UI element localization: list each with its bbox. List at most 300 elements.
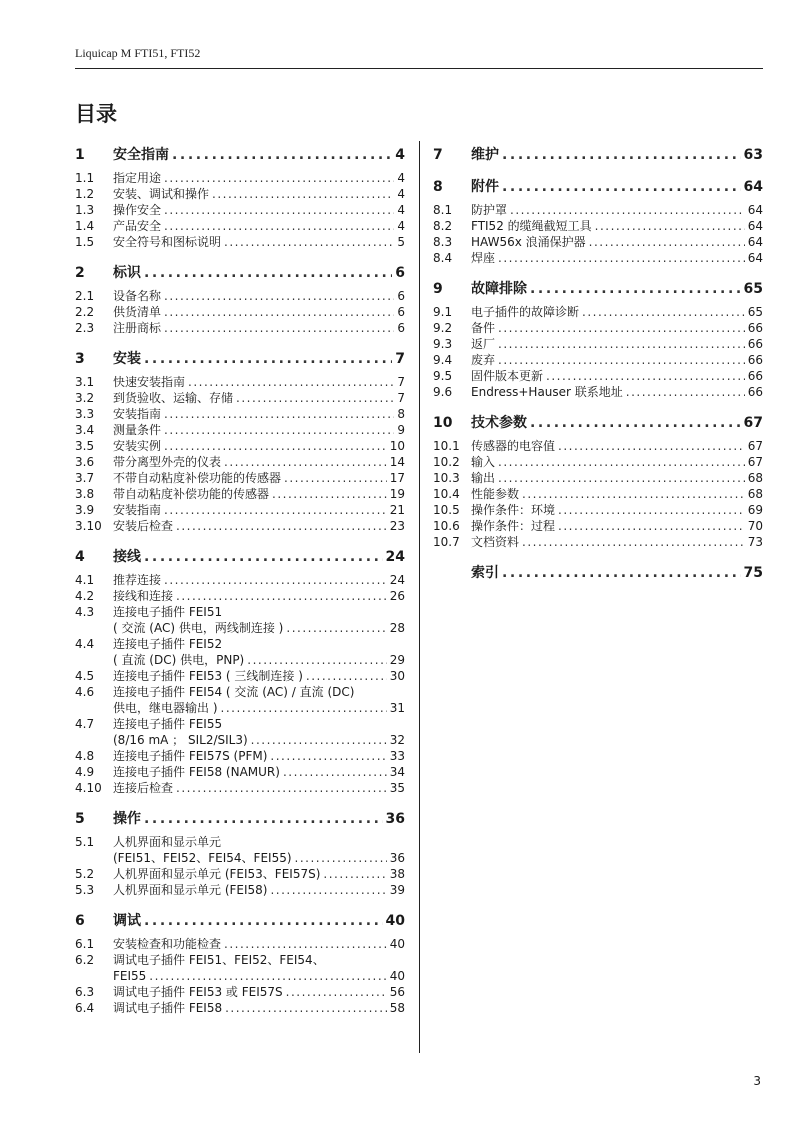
toc-entry[interactable]: [433, 202, 763, 218]
entry-body: [471, 234, 763, 250]
entry-body: [471, 486, 763, 502]
entry-body: [113, 470, 405, 486]
section-title: 附件: [471, 179, 499, 195]
entry-number: 10.4: [433, 487, 460, 501]
toc-entry[interactable]: [75, 502, 405, 518]
entry-title-row: [113, 984, 405, 1000]
entry-page-number: 4: [397, 203, 405, 217]
toc-entry[interactable]: [433, 384, 763, 400]
dot-leader: [176, 518, 387, 534]
toc-entry[interactable]: [75, 470, 405, 486]
dot-leader: [270, 748, 386, 764]
toc-entry[interactable]: [75, 1000, 405, 1016]
dot-leader: [164, 304, 394, 320]
entry-body: [113, 234, 405, 250]
dot-leader: [522, 486, 745, 502]
entry-title-row: [471, 384, 763, 400]
toc-section: [75, 912, 405, 1016]
dot-leader: [164, 406, 394, 422]
toc-entry[interactable]: [75, 748, 405, 764]
dot-leader: [251, 732, 387, 748]
dot-leader: [164, 422, 394, 438]
toc-entry[interactable]: [75, 588, 405, 604]
entry-title: 安装指南: [113, 407, 162, 421]
entry-page-number: 69: [747, 503, 763, 517]
entry-page-number: 67: [747, 455, 763, 469]
toc-entry[interactable]: [75, 170, 405, 186]
entry-title: 传感器的电容值: [471, 439, 556, 453]
section-title: 技术参数: [471, 415, 527, 431]
entry-number: 10.6: [433, 519, 460, 533]
entry-number: 3.1: [75, 375, 95, 389]
toc-section-entry[interactable]: [433, 178, 763, 196]
entry-number: 8.2: [433, 219, 453, 233]
entry-title: FEI55: [113, 969, 147, 983]
toc-entry[interactable]: [75, 438, 405, 454]
entry-page-number: 36: [389, 851, 405, 865]
entry-number: 3.7: [75, 471, 95, 485]
dot-leader: [558, 502, 745, 518]
toc-section: [75, 350, 405, 534]
toc-section: [433, 280, 763, 400]
entry-number: 1.4: [75, 219, 95, 233]
toc-section-entry[interactable]: [433, 280, 763, 298]
entry-number: 9.2: [433, 321, 453, 335]
toc-entry[interactable]: [75, 218, 405, 234]
entry-number: 4.3: [75, 605, 95, 619]
section-number: 10: [433, 415, 453, 431]
toc-section-entry[interactable]: [433, 414, 763, 432]
entry-title: Endress+Hauser 联系地址: [471, 385, 623, 399]
entry-number: 10.1: [433, 439, 460, 453]
entry-page-number: 19: [389, 487, 405, 501]
entry-title: 安装指南: [113, 503, 162, 517]
section-page-number: 63: [743, 147, 763, 163]
entry-title-row: [113, 470, 405, 486]
toc-entry[interactable]: [433, 250, 763, 266]
entry-title: HAW56x 浪涌保护器: [471, 235, 586, 249]
entry-title-row: [471, 534, 763, 550]
entry-body: [113, 390, 405, 406]
dot-leader: [164, 320, 394, 336]
toc-entry[interactable]: [433, 502, 763, 518]
entry-body: [471, 304, 763, 320]
entry-page-number: 64: [747, 203, 763, 217]
entry-title-line: 连接电子插件 FEI51: [113, 605, 223, 619]
entry-page-number: 40: [389, 969, 405, 983]
entry-number: 3.8: [75, 487, 95, 501]
entry-number: 3.2: [75, 391, 95, 405]
entry-title: 连接电子插件 FEI58 (NAMUR): [113, 765, 280, 779]
section-title: 标识: [113, 265, 141, 281]
entry-title-row: [113, 502, 405, 518]
entry-page-number: 4: [397, 171, 405, 185]
entry-page-number: 68: [747, 471, 763, 485]
toc-entry[interactable]: [75, 572, 405, 588]
toc-section-entry[interactable]: [75, 146, 405, 164]
toc-entry[interactable]: [75, 454, 405, 470]
toc-entry[interactable]: [433, 320, 763, 336]
entry-body: [113, 486, 405, 502]
entry-title-line: 调试电子插件 FEI51、FEI52、FEI54、: [113, 953, 325, 967]
toc-section-entry[interactable]: [75, 350, 405, 368]
entry-title-row: [471, 250, 763, 266]
entry-body: [113, 866, 405, 882]
section-page-number: 65: [743, 281, 763, 297]
section-number: 2: [75, 265, 85, 281]
toc-entry[interactable]: [433, 304, 763, 320]
section-number: 4: [75, 549, 85, 565]
dot-leader: [582, 304, 745, 320]
toc-entry[interactable]: [75, 882, 405, 898]
toc-entry[interactable]: [75, 866, 405, 882]
entry-title: 焊座: [471, 251, 496, 265]
dot-leader: [498, 470, 745, 486]
dot-leader: [286, 984, 387, 1000]
entry-number: 6.4: [75, 1001, 95, 1015]
toc-entry[interactable]: [75, 202, 405, 218]
entry-body: [113, 170, 405, 186]
entry-number: 4.1: [75, 573, 95, 587]
section-title: 安装: [113, 351, 141, 367]
entry-title: 防护罩: [471, 203, 508, 217]
entry-body: [471, 384, 763, 400]
section-page-number: 4: [395, 147, 405, 163]
entry-page-number: 8: [397, 407, 405, 421]
entry-page-number: 56: [389, 985, 405, 999]
entry-number: 3.6: [75, 455, 95, 469]
toc-section-entry[interactable]: [75, 810, 405, 828]
toc-entry[interactable]: [75, 764, 405, 780]
entry-number: 10.7: [433, 535, 460, 549]
entry-number: 8.4: [433, 251, 453, 265]
entry-page-number: 65: [747, 305, 763, 319]
entry-page-number: 4: [397, 187, 405, 201]
toc-entry[interactable]: [75, 186, 405, 202]
entry-title-row: [113, 748, 405, 764]
entry-title: 固件版本更新: [471, 369, 544, 383]
entry-number: 5.2: [75, 867, 95, 881]
toc-section-entry[interactable]: [75, 264, 405, 282]
entry-title-row: [113, 422, 405, 438]
section-page-number: 40: [385, 913, 405, 929]
entry-title: 设备名称: [113, 289, 162, 303]
entry-title-row: [471, 368, 763, 384]
entry-title: 调试电子插件 FEI58: [113, 1001, 223, 1015]
section-page-number: 75: [743, 565, 763, 581]
entry-title-row: [113, 572, 405, 588]
entry-title: 电子插件的故障诊断: [471, 305, 580, 319]
entry-number: 2.1: [75, 289, 95, 303]
toc-entry[interactable]: [75, 780, 405, 796]
toc-section-entry[interactable]: [433, 146, 763, 164]
toc-entry[interactable]: [75, 952, 405, 984]
entry-body: [113, 304, 405, 320]
entry-number: 1.1: [75, 171, 95, 185]
entry-page-number: 66: [747, 337, 763, 351]
column-divider: [419, 141, 420, 1053]
entry-title: 操作条件：过程: [471, 519, 556, 533]
entry-title-row: [113, 936, 405, 952]
entry-title: 推荐连接: [113, 573, 162, 587]
entry-number: 9.5: [433, 369, 453, 383]
header-rule: [75, 68, 763, 69]
entry-page-number: 64: [747, 251, 763, 265]
entry-page-number: 73: [747, 535, 763, 549]
dot-leader: [164, 170, 394, 186]
dot-leader: [164, 202, 394, 218]
entry-body: [471, 202, 763, 218]
entry-title: 不带自动粘度补偿功能的传感器: [113, 471, 282, 485]
dot-leader: [323, 866, 386, 882]
toc-section: [75, 810, 405, 898]
entry-body: [113, 936, 405, 952]
dot-leader: [224, 936, 387, 952]
dot-leader: [247, 652, 386, 668]
entry-body: [113, 518, 405, 534]
entry-number: 10.2: [433, 455, 460, 469]
entry-body: [471, 454, 763, 470]
entry-number: 5.3: [75, 883, 95, 897]
entry-body: [113, 422, 405, 438]
entry-title: ( 直流 (DC) 供电，PNP): [113, 653, 245, 667]
entry-number: 4.4: [75, 637, 95, 651]
entry-title-row: [113, 304, 405, 320]
entry-number: 3.5: [75, 439, 95, 453]
entry-title-row: [113, 588, 405, 604]
section-title: 维护: [471, 147, 499, 163]
entry-page-number: 26: [389, 589, 405, 603]
toc-entry[interactable]: [433, 454, 763, 470]
entry-title: 注册商标: [113, 321, 162, 335]
entry-title: 调试电子插件 FEI53 或 FEI57S: [113, 985, 283, 999]
entry-number: 3.4: [75, 423, 95, 437]
entry-title: 连接后检查: [113, 781, 174, 795]
toc-entry[interactable]: [75, 668, 405, 684]
entry-body: [471, 218, 763, 234]
entry-title-row: [113, 170, 405, 186]
entry-page-number: 31: [389, 701, 405, 715]
toc-entry[interactable]: [433, 336, 763, 352]
entry-body: [113, 502, 405, 518]
dot-leader: [176, 780, 387, 796]
entry-body: [471, 320, 763, 336]
entry-page-number: 64: [747, 235, 763, 249]
toc-section-entry[interactable]: [433, 564, 763, 582]
entry-title: 供电，继电器输出 ): [113, 701, 218, 715]
entry-title-line: 连接电子插件 FEI52: [113, 637, 223, 651]
entry-title: 返厂: [471, 337, 496, 351]
toc-entry[interactable]: [75, 390, 405, 406]
entry-body: [113, 406, 405, 422]
toc-entry[interactable]: [75, 936, 405, 952]
entry-body: [471, 518, 763, 534]
section-number: 9: [433, 281, 443, 297]
entry-title-line: 连接电子插件 FEI54 ( 交流 (AC) / 直流 (DC): [113, 685, 355, 699]
toc-section: [433, 146, 763, 164]
entry-page-number: 5: [397, 235, 405, 249]
entry-page-number: 14: [389, 455, 405, 469]
entry-number: 2.2: [75, 305, 95, 319]
toc-entry[interactable]: [75, 234, 405, 250]
entry-page-number: 33: [389, 749, 405, 763]
entry-page-number: 7: [397, 391, 405, 405]
dot-leader: [286, 620, 386, 636]
entry-title-row: [113, 374, 405, 390]
entry-body: [113, 454, 405, 470]
toc-section: [75, 264, 405, 336]
toc-entry[interactable]: [75, 604, 405, 636]
entry-title-row: [113, 202, 405, 218]
toc-entry[interactable]: [433, 218, 763, 234]
toc-section-entry[interactable]: [75, 548, 405, 566]
entry-page-number: 6: [397, 305, 405, 319]
entry-title: 备件: [471, 321, 496, 335]
toc-entry[interactable]: [75, 304, 405, 320]
entry-title: 接线和连接: [113, 589, 174, 603]
entry-number: 8.3: [433, 235, 453, 249]
entry-title: 指定用途: [113, 171, 162, 185]
toc-entry[interactable]: [433, 534, 763, 550]
toc-entry[interactable]: [75, 320, 405, 336]
section-page-number: 7: [395, 351, 405, 367]
section-title: 接线: [113, 549, 141, 565]
toc-section-entry[interactable]: [75, 912, 405, 930]
entry-title: 安全符号和图标说明: [113, 235, 222, 249]
entry-body: [113, 320, 405, 336]
entry-title-row: [113, 620, 405, 636]
section-page-number: 36: [385, 811, 405, 827]
section-number: 7: [433, 147, 443, 163]
toc-entry[interactable]: [75, 636, 405, 668]
entry-title-row: [113, 390, 405, 406]
entry-page-number: 28: [389, 621, 405, 635]
entry-title-row: [113, 288, 405, 304]
entry-page-number: 40: [389, 937, 405, 951]
entry-body: [113, 604, 405, 636]
entry-title-row: [471, 202, 763, 218]
toc-entry[interactable]: [433, 470, 763, 486]
entry-page-number: 24: [389, 573, 405, 587]
toc-entry[interactable]: [75, 374, 405, 390]
entry-page-number: 29: [389, 653, 405, 667]
entry-body: [113, 588, 405, 604]
entry-page-number: 35: [389, 781, 405, 795]
dot-leader: [498, 320, 745, 336]
entry-title-row: [113, 764, 405, 780]
entry-number: 6.3: [75, 985, 95, 999]
entry-title-row: [113, 1000, 405, 1016]
entry-body: [113, 438, 405, 454]
toc-entry[interactable]: [75, 684, 405, 716]
entry-body: [113, 780, 405, 796]
toc-section: [433, 414, 763, 550]
dot-leader: [144, 264, 392, 282]
entry-body: [471, 352, 763, 368]
toc-section: [433, 564, 763, 582]
toc-entry[interactable]: [433, 234, 763, 250]
entry-title: 人机界面和显示单元 (FEI58): [113, 883, 268, 897]
entry-number: 1.2: [75, 187, 95, 201]
entry-body: [113, 984, 405, 1000]
toc-entry[interactable]: [75, 406, 405, 422]
entry-title-row: [471, 352, 763, 368]
toc-entry[interactable]: [433, 486, 763, 502]
dot-leader: [224, 234, 394, 250]
dot-leader: [272, 486, 387, 502]
entry-page-number: 32: [389, 733, 405, 747]
toc-entry[interactable]: [433, 352, 763, 368]
entry-body: [113, 1000, 405, 1016]
entry-title-row: [113, 218, 405, 234]
section-title: 故障排除: [471, 281, 527, 297]
dot-leader: [225, 1000, 387, 1016]
entry-body: [113, 636, 405, 668]
entry-body: [471, 250, 763, 266]
entry-title: ( 交流 (AC) 供电，两线制连接 ): [113, 621, 284, 635]
section-title: 安全指南: [113, 147, 169, 163]
toc-entry[interactable]: [433, 518, 763, 534]
dot-leader: [558, 518, 745, 534]
entry-title: 产品安全: [113, 219, 162, 233]
dot-leader: [295, 850, 387, 866]
toc-entry[interactable]: [75, 288, 405, 304]
entry-title: 输出: [471, 471, 496, 485]
entry-title-row: [113, 700, 405, 716]
toc-entry[interactable]: [433, 438, 763, 454]
running-header: Liquicap M FTI51, FTI52: [75, 46, 201, 60]
toc-column-right: [433, 146, 763, 596]
entry-body: [471, 470, 763, 486]
entry-title: 安装、调试和操作: [113, 187, 210, 201]
dot-leader: [502, 146, 741, 164]
dot-leader: [144, 350, 392, 368]
dot-leader: [498, 336, 745, 352]
toc-entry[interactable]: [75, 518, 405, 534]
entry-page-number: 30: [389, 669, 405, 683]
dot-leader: [546, 368, 745, 384]
toc-entry[interactable]: [75, 486, 405, 502]
entry-number: 1.5: [75, 235, 95, 249]
entry-title: 到货验收、运输、存储: [113, 391, 234, 405]
entry-title: 文档资料: [471, 535, 520, 549]
entry-number: 10.5: [433, 503, 460, 517]
toc-entry[interactable]: [75, 984, 405, 1000]
dot-leader: [502, 178, 741, 196]
entry-number: 3.9: [75, 503, 95, 517]
toc-entry[interactable]: [75, 834, 405, 866]
toc-entry[interactable]: [75, 422, 405, 438]
dot-leader: [558, 438, 745, 454]
toc-section: [75, 146, 405, 250]
entry-title-row: [113, 454, 405, 470]
entry-number: 6.1: [75, 937, 95, 951]
toc-entry[interactable]: [433, 368, 763, 384]
entry-page-number: 68: [747, 487, 763, 501]
entry-title-row: [113, 438, 405, 454]
dot-leader: [164, 438, 387, 454]
section-title: 调试: [113, 913, 141, 929]
entry-body: [113, 834, 405, 866]
entry-number: 4.7: [75, 717, 95, 731]
entry-title-row: [471, 518, 763, 534]
dot-leader: [530, 280, 741, 298]
dot-leader: [502, 564, 741, 582]
entry-title: FTI52 的缆绳截短工具: [471, 219, 592, 233]
entry-title: 废弃: [471, 353, 496, 367]
toc-entry[interactable]: [75, 716, 405, 748]
entry-page-number: 58: [389, 1001, 405, 1015]
